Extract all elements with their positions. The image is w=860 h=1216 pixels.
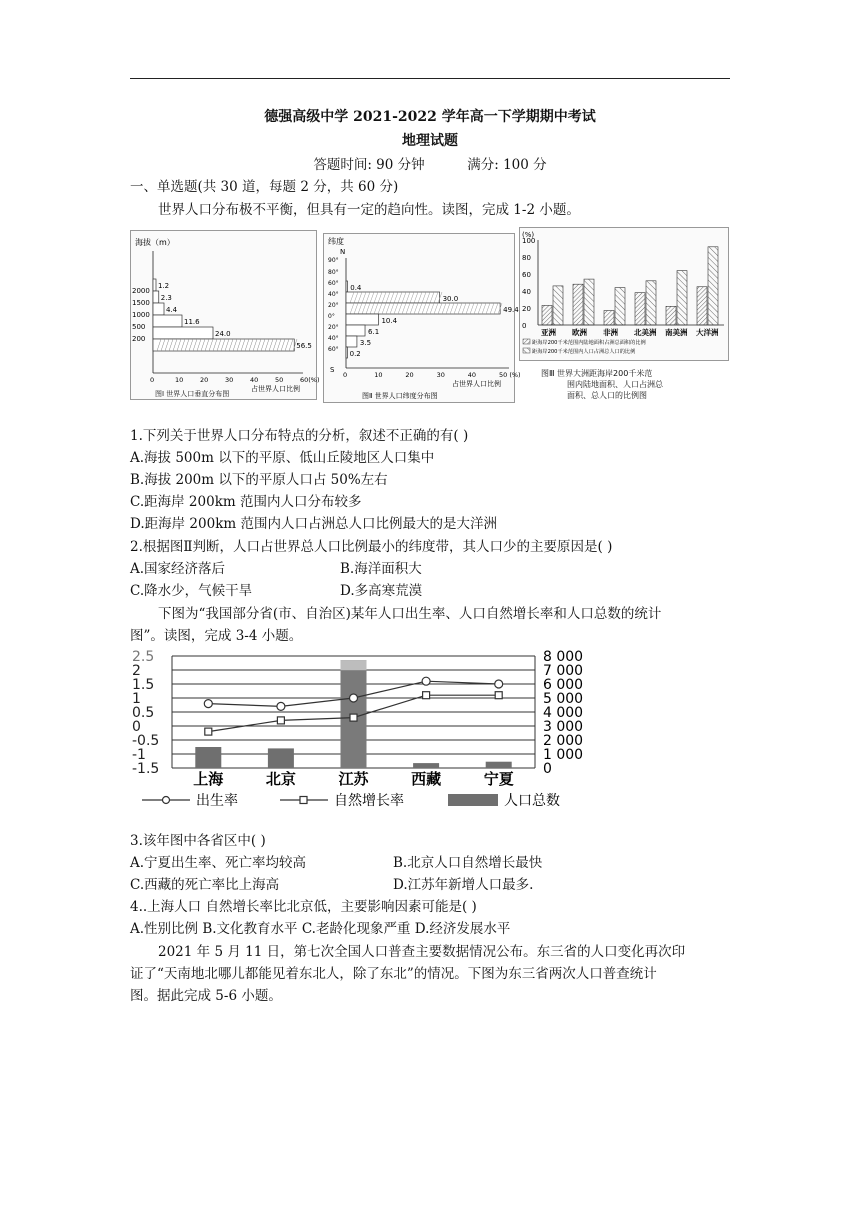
- fig1-x-tick: 10: [175, 376, 184, 384]
- fig4-left-tick: 0.5: [132, 705, 155, 721]
- fig4-right-tick: 1 000: [543, 747, 584, 763]
- fig3-bar-area: [542, 305, 552, 325]
- fig1-y-tick: 1000: [132, 311, 150, 319]
- fig2-bar: [346, 325, 365, 336]
- fig4-category-label: 北京: [265, 770, 296, 788]
- fig1-y-tick: 1500: [132, 299, 150, 307]
- q2-option-d: D.多高寒荒漠: [340, 583, 423, 599]
- fig3-y-tick: 80: [522, 254, 531, 262]
- q2-option-c: C.降水少，气候干旱: [130, 583, 253, 599]
- fig1-x-tick: 30: [225, 376, 234, 384]
- q1-stem: 1.下列关于世界人口分布特点的分析，叙述不正确的有( ): [130, 428, 469, 444]
- fig2-value-label: 6.1: [368, 328, 380, 336]
- fig3-caption: [541, 368, 663, 401]
- fig2-x-tick: 40: [467, 371, 477, 379]
- fig2-y-tick: 20°: [328, 302, 339, 309]
- fig1-y-tick: 2000: [132, 287, 150, 295]
- fig2-value-label: 30.0: [442, 295, 459, 303]
- q4-options: A.性别比例 B.文化教育水平 C.老龄化现象严重 D.经济发展水平: [130, 921, 511, 937]
- figure-4-chart: [130, 648, 590, 818]
- fig1-bar: [153, 303, 164, 315]
- fig2-bar: [346, 314, 378, 325]
- legend-birth-marker: [163, 797, 170, 804]
- fig2-y-tick: 20°: [328, 324, 339, 331]
- fig3-category-label: 南美洲: [665, 328, 688, 337]
- fig2-y-tick: 90°: [328, 257, 339, 264]
- fig3-category-label: 非洲: [603, 328, 618, 337]
- exam-title: 德强高级中学 2021-2022 学年高一下学期期中考试: [264, 109, 596, 125]
- fig1-value-label: 2.3: [160, 294, 172, 302]
- q2-option-b: B.海洋面积大: [340, 561, 422, 577]
- fig1-bar: [153, 327, 213, 339]
- section1-intro: 世界人口分布极不平衡，但具有一定的趋向性。读图，完成 1-2 小题。: [158, 202, 580, 218]
- fig3-legend-swatch-area: [523, 339, 530, 344]
- fig3-y-tick: 60: [522, 271, 531, 279]
- exam-meta: [130, 153, 730, 173]
- fig1-title: 海拔（m）: [135, 238, 175, 247]
- legend-growth-label: 自然增长率: [334, 793, 404, 809]
- fig3-y-tick: 40: [522, 288, 531, 296]
- fig3-y-tick: 100: [522, 237, 536, 245]
- section3-line2: 证了“天南地北哪儿都能见着东北人，除了东北”的情况。下图为东三省两次人口普查统计: [130, 966, 657, 982]
- fig3-category-label: 欧洲: [572, 328, 587, 337]
- section3-line3: 图。据此完成 5-6 小题。: [130, 988, 282, 1004]
- fig3-bar-area: [697, 287, 707, 325]
- fig4-right-tick: 7 000: [543, 663, 584, 679]
- q1-option-c: C.距海岸 200km 范围内人口分布较多: [130, 494, 362, 510]
- fig2-value-label: 3.5: [359, 339, 372, 347]
- fig1-value-label: 1.2: [158, 282, 170, 290]
- fig3-bar-area: [666, 306, 676, 325]
- fig2-y-tick: 80°: [328, 269, 339, 276]
- fig1-y-tick: 200: [132, 335, 146, 343]
- q3-option-d: D.江苏年新增人口最多.: [393, 877, 534, 893]
- fig1-x-tick: 50: [275, 376, 284, 384]
- fig4-right-tick: 3 000: [543, 719, 584, 735]
- fig4-category-label: 江苏: [338, 770, 369, 788]
- legend-pop-swatch: [448, 794, 498, 806]
- fig1-y-tick: 500: [132, 323, 146, 331]
- fig3-caption-line: 面积、总人口的比例图: [567, 391, 647, 400]
- fig4-birth-rate-point: [422, 677, 430, 685]
- fig4-birth-rate-point: [277, 702, 285, 710]
- fig3-y-tick: 0: [522, 322, 527, 330]
- figure-2-chart: [324, 234, 521, 402]
- fig2-bar: [346, 347, 348, 358]
- fig3-bar-pop: [553, 286, 563, 325]
- q1-option-a: A.海拔 500m 以下的平原、低山丘陵地区人口集中: [130, 450, 435, 466]
- q1-option-d: D.距海岸 200km 范围内人口占洲总人口比例最大的是大洋洲: [130, 516, 497, 532]
- fig2-value-label: 0.2: [349, 350, 361, 358]
- section2-intro-line2: 图”。读图，完成 3-4 小题。: [130, 628, 303, 644]
- fig2-y-tick: 60°: [328, 280, 339, 287]
- section2-intro-line1: 下图为“我国部分省(市、自治区)某年人口出生率、人口自然增长率和人口总数的统计: [158, 606, 662, 622]
- legend-pop-label: 人口总数: [504, 793, 560, 809]
- fig2-bar: [346, 281, 348, 292]
- fig4-right-tick: 5 000: [543, 691, 584, 707]
- fig3-bar-pop: [708, 247, 718, 325]
- fig4-category-label: 宁夏: [483, 770, 514, 788]
- figure-1-chart: [131, 231, 320, 399]
- q3-option-b: B.北京人口自然增长最快: [393, 855, 543, 871]
- score-info: 满分: 100 分: [467, 157, 547, 173]
- fig3-caption-line: 图Ⅲ 世界大洲距海岸200千米范: [541, 369, 653, 378]
- fig4-right-tick: 6 000: [543, 677, 584, 693]
- fig3-bar-pop: [677, 271, 687, 325]
- fig4-right-tick: 2 000: [543, 733, 584, 749]
- section1-heading: 一、单选题(共 30 道，每题 2 分，共 60 分): [130, 179, 399, 195]
- fig1-value-label: 11.6: [184, 318, 200, 326]
- fig3-legend-swatch-pop: [523, 348, 530, 353]
- section3-line1: 2021 年 5 月 11 日，第七次全国人口普查主要数据情况公布。东三省的人口变化再次印: [158, 944, 686, 960]
- figure-1-box: [130, 230, 320, 400]
- fig1-x-tick: 40: [250, 376, 259, 384]
- fig4-pop-bar-top: [341, 660, 367, 670]
- fig2-bar: [346, 336, 357, 347]
- fig3-category-label: 大洋洲: [696, 328, 719, 337]
- fig2-caption: 图Ⅱ 世界人口纬度分布图: [362, 392, 438, 400]
- header-rule: [130, 78, 730, 79]
- fig2-title: 纬度: [328, 237, 344, 246]
- fig4-left-tick: 1: [132, 691, 141, 707]
- fig2-y-tick: 60°: [328, 346, 339, 353]
- fig2-north: N: [340, 248, 346, 256]
- fig4-left-tick: -1: [132, 747, 146, 763]
- fig3-bar-pop: [584, 279, 594, 325]
- fig1-axis-label: 占世界人口比例: [251, 385, 300, 393]
- legend-birth-label: 出生率: [196, 793, 238, 809]
- fig3-category-label: 亚洲: [541, 328, 556, 337]
- fig4-right-tick: 4 000: [543, 705, 584, 721]
- fig2-value-label: 49.4: [503, 306, 519, 314]
- figure-3-box: [519, 227, 729, 361]
- fig1-value-label: 4.4: [166, 306, 178, 314]
- fig4-category-label: 上海: [193, 770, 224, 788]
- fig3-bar-pop: [646, 281, 656, 325]
- fig3-legend-area: 距海岸200千米范围内陆地面积占洲总面积的比例: [532, 340, 646, 346]
- fig2-value-label: 10.4: [381, 317, 398, 325]
- fig4-left-tick: 0: [132, 719, 141, 735]
- fig2-bar: [346, 303, 500, 314]
- fig4-right-tick: 8 000: [543, 649, 584, 665]
- fig1-bar: [153, 291, 159, 303]
- fig1-bar: [153, 339, 294, 351]
- legend-growth-marker: [300, 797, 307, 804]
- fig1-caption: 图Ⅰ 世界人口垂直分布图: [155, 390, 230, 398]
- fig1-value-label: 56.5: [296, 342, 312, 350]
- q3-stem: 3.该年图中各省区中( ): [130, 833, 266, 849]
- fig2-x-tick: 10: [374, 371, 383, 379]
- fig3-bar-pop: [615, 288, 625, 325]
- fig4-left-tick: 2: [132, 663, 141, 679]
- fig4-pop-bar: [268, 748, 294, 768]
- fig4-left-tick: -0.5: [132, 733, 160, 749]
- fig4-category-label: 西藏: [411, 770, 442, 788]
- subject-title: 地理试题: [402, 133, 458, 149]
- q2-option-a: A.国家经济落后: [130, 561, 226, 577]
- q4-stem: 4..上海人口 自然增长率比北京低，主要影响因素可能是( ): [130, 899, 477, 915]
- fig4-growth-rate-point: [423, 692, 430, 699]
- fig4-birth-rate-point: [350, 694, 358, 702]
- fig2-value-label: 0.4: [350, 284, 362, 292]
- fig2-y-tick: 40°: [328, 291, 339, 298]
- fig4-birth-rate-point: [495, 680, 503, 688]
- q3-option-c: C.西藏的死亡率比上海高: [130, 877, 280, 893]
- fig4-growth-rate-point: [277, 717, 284, 724]
- fig4-pop-bar: [486, 762, 512, 768]
- fig3-legend-pop: 距海岸200千米范围内人口占洲总人口的比例: [532, 349, 636, 355]
- fig1-x-tick: 0: [150, 376, 155, 384]
- fig2-axis-label: 占世界人口比例: [452, 380, 501, 388]
- fig4-left-tick: 1.5: [132, 677, 155, 693]
- fig3-caption-line: 围内陆地面积、人口占洲总: [567, 380, 663, 389]
- fig1-bar: [153, 315, 182, 327]
- fig4-birth-rate-point: [204, 700, 212, 708]
- fig4-left-tick: -1.5: [132, 761, 160, 777]
- fig3-y-tick: 20: [522, 305, 531, 313]
- fig4-pop-bar: [413, 763, 439, 768]
- fig4-growth-rate-point: [205, 728, 212, 735]
- fig3-unit: (%): [522, 231, 535, 239]
- figure-3-chart: [520, 228, 728, 360]
- fig1-x-tick: 60(%): [300, 376, 320, 384]
- fig2-x-tick: 0: [343, 371, 348, 379]
- q1-option-b: B.海拔 200m 以下的平原人口占 50%左右: [130, 472, 388, 488]
- fig2-y-tick: 40°: [328, 335, 339, 342]
- fig4-pop-bar: [195, 747, 221, 768]
- q3-option-a: A.宁夏出生率、死亡率均较高: [130, 855, 307, 871]
- fig4-left-tick: 2.5: [132, 649, 155, 665]
- fig4-growth-rate-point: [495, 692, 502, 699]
- fig3-bar-area: [573, 284, 583, 325]
- fig4-growth-rate-point: [350, 714, 357, 721]
- fig1-x-tick: 20: [200, 376, 209, 384]
- fig2-y-tick: 0°: [328, 313, 335, 320]
- fig2-x-tick: 20: [405, 371, 414, 379]
- fig4-right-tick: 0: [543, 761, 552, 777]
- fig2-x-tick: 30: [436, 371, 445, 379]
- fig2-x-tick: 50 (%): [499, 371, 521, 379]
- fig1-bar: [153, 279, 156, 291]
- fig2-south: S: [330, 366, 335, 374]
- figure-2-box: [323, 233, 521, 403]
- fig3-bar-area: [604, 311, 614, 325]
- time-info: 答题时间: 90 分钟: [313, 157, 425, 173]
- fig1-value-label: 24.0: [215, 330, 231, 338]
- fig3-category-label: 北美洲: [634, 328, 657, 337]
- q2-stem: 2.根据图Ⅱ判断，人口占世界总人口比例最小的纬度带，其人口少的主要原因是( ): [130, 539, 613, 555]
- fig3-bar-area: [635, 293, 645, 325]
